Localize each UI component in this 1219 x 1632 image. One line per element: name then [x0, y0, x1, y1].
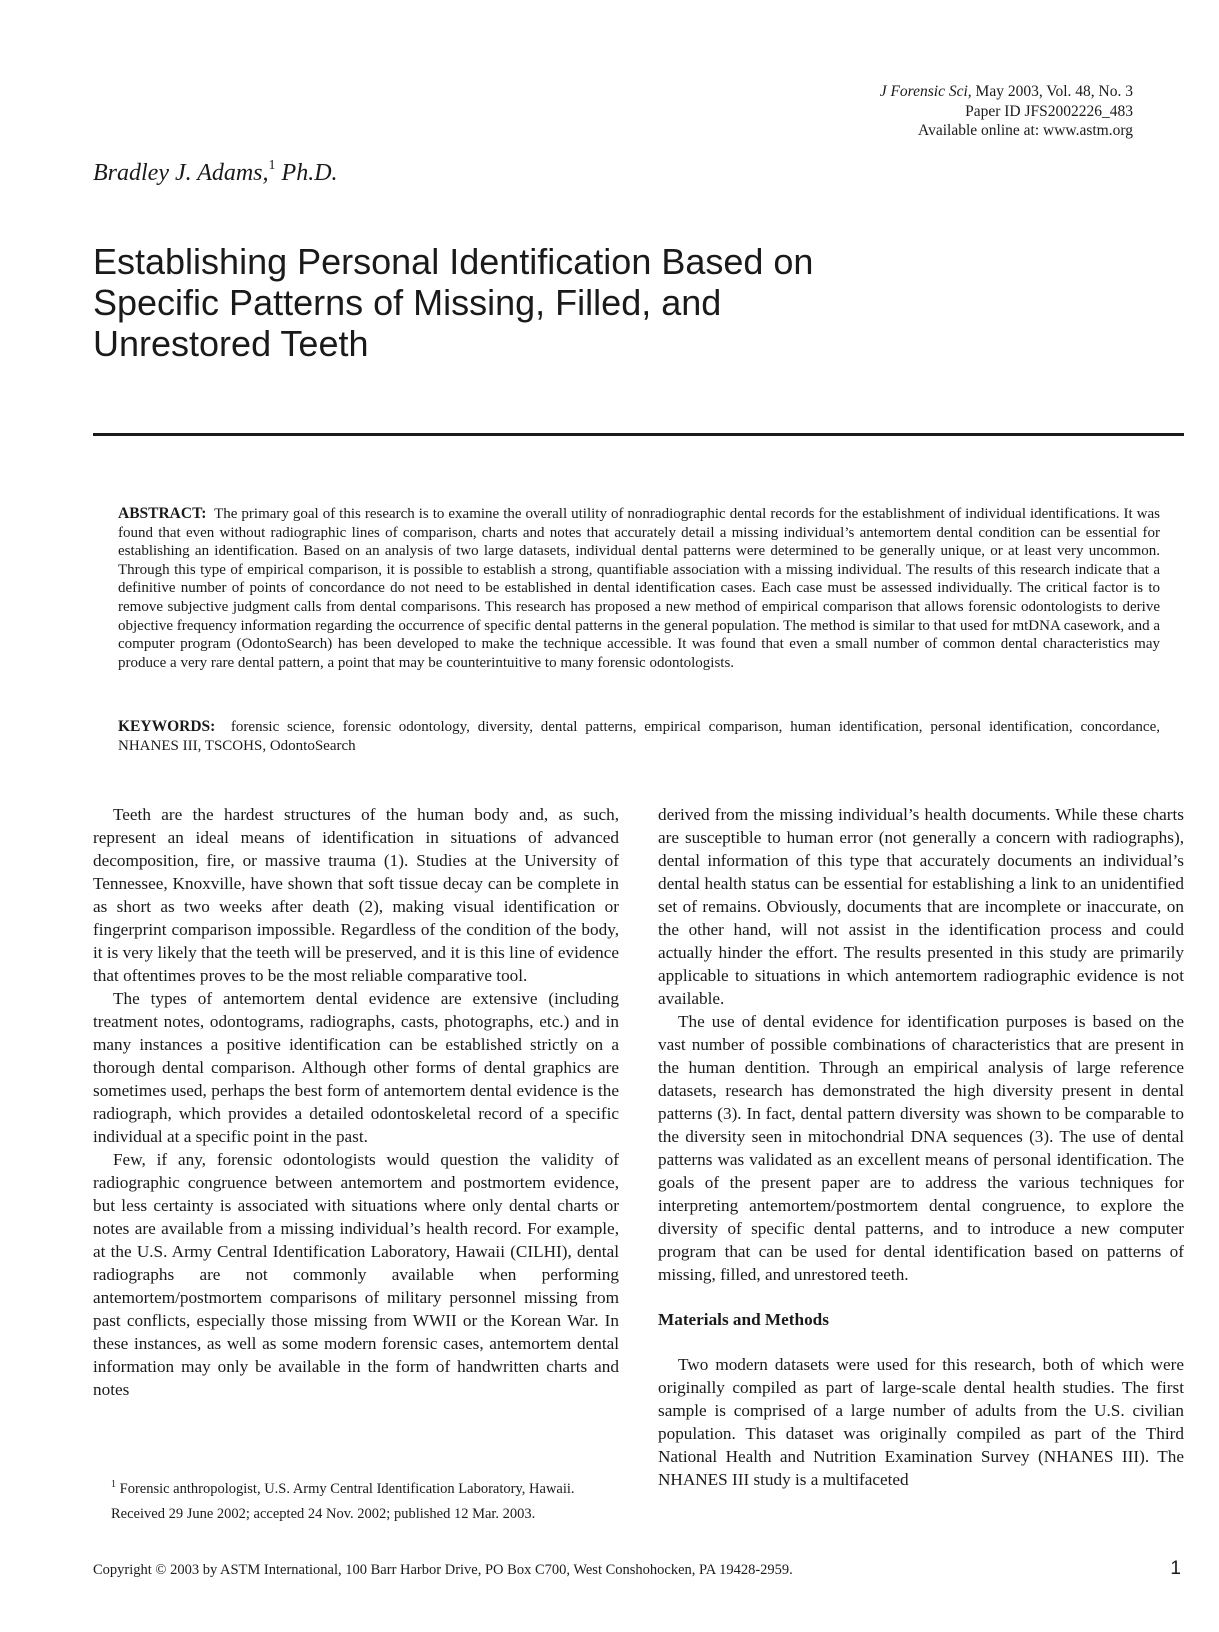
abstract	[118, 505, 1160, 672]
journal-citation-line	[880, 82, 1133, 102]
abstract-text: The primary goal of this research is to examine the overall utility of nonradiographic dental records for the establishment of individual identifications. It was found that even without radiographic lines of comparison, charts and notes that accurately detail a missing individual’s antemortem dental condition can be essential for establishing an identification. Based on an analysis of two large datasets, individual dental patterns were determined to be generally unique, or at least very uncommon. Through this type of empirical comparison, it is possible to establish a strong, quantifiable association with a missing individual. The results of this research indicate that a definitive number of points of concordance do not need to be established in dental identification cases. Each case must be assessed individually. The critical factor is to remove subjective judgment calls from dental comparisons. This research has proposed a new method of empirical comparison that allows forensic odontologists to derive objective frequency information regarding the occurrence of specific dental patterns in the general population. The method is similar to that used for mtDNA casework, and a computer program (OdontoSearch) has been developed to make the technique accessible. It was found that even a small number of common dental characteristics may produce a very rare dental pattern, a point that may be counterintuitive to many forensic odontologists.	[118, 506, 1160, 671]
body-column-left	[93, 803, 619, 1401]
author-degree: Ph.D.	[281, 160, 338, 186]
abstract-label: ABSTRACT:	[118, 505, 207, 522]
journal-issue: May 2003, Vol. 48, No. 3	[975, 83, 1133, 100]
journal-name: J Forensic Sci,	[879, 83, 972, 100]
footnotes	[93, 1475, 619, 1524]
copyright-notice: Copyright © 2003 by ASTM International, 100 Barr Harbor Drive, PO Box C700, West Conshohocken, PA 19428-2959.	[93, 1562, 793, 1578]
footnote-text: Forensic anthropologist, U.S. Army Central Identification Laboratory, Hawaii.	[119, 1480, 575, 1497]
journal-masthead	[880, 82, 1133, 141]
author-affiliation-footnote	[93, 1475, 619, 1499]
keywords	[118, 718, 1160, 755]
author-name: Bradley J. Adams,	[93, 160, 269, 186]
body-paragraph-continuation: derived from the missing individual’s health documents. While these charts are susceptible to human error (not generally a concern with radiographs), dental information of this type that accurately documents an individual’s dental health status can be essential for establishing a link to an unidentified set of remains. Obviously, documents that are incomplete or inaccurate, on the other hand, will not assist in the identification process and could actually hinder the effort. The results presented in this study are primarily applicable to situations in which antemortem radiographic evidence is not available.	[658, 805, 1184, 1008]
keywords-text: forensic science, forensic odontology, diversity, dental patterns, empirical comparison, human identification, personal identification, concordance, NHANES III, TSCOHS, OdontoSearch	[118, 719, 1161, 754]
body-paragraph: The types of antemortem dental evidence are extensive (including treatment notes, odontograms, radiographs, casts, photographs, etc.) and in many instances a positive identification can be established strictly on a thorough dental comparison. Although other forms of dental graphics are sometimes used, perhaps the best form of antemortem dental evidence is the radiograph, which provides a detailed odontoskeletal record of a specific individual at a specific point in the past.	[93, 989, 619, 1146]
keywords-label: KEYWORDS:	[118, 718, 216, 735]
author-line	[93, 160, 338, 187]
body-paragraph: Teeth are the hardest structures of the human body and, as such, represent an ideal means of identification in situations of advanced decomposition, fire, or massive trauma (1). Studies at the University of Tennessee, Knoxville, have shown that soft tissue decay can be complete in as short as two weeks after death (2), making visual identification or fingerprint comparison impossible. Regardless of the condition of the body, it is very likely that the teeth will be preserved, and it is this line of evidence that oftentimes proves to be the most reliable comparative tool.	[93, 805, 619, 985]
paper-id: Paper ID JFS2002226_483	[965, 102, 1133, 120]
paper-title: Establishing Personal Identification Based on Specific Patterns of Missing, Filled, and Unrestored Teeth	[93, 241, 814, 364]
body-paragraph: The use of dental evidence for identification purposes is based on the vast number of possible combinations of characteristics that are present in the human dentition. Through an empirical analysis of large reference datasets, research has demonstrated the high diversity present in dental patterns (3). In fact, dental pattern diversity was shown to be comparable to the diversity seen in mitochondrial DNA sequences (3). The use of dental patterns was validated as an excellent means of personal identification. The goals of the present paper are to address the various techniques for interpreting antemortem/postmortem dental congruence, to explore the diversity of specific dental patterns, and to introduce a new computer program that can be used for dental identification based on patterns of missing, filled, and unrestored teeth.	[658, 1012, 1184, 1284]
availability-note: Available online at: www.astm.org	[918, 122, 1133, 139]
footnote-mark: 1	[111, 1479, 116, 1490]
author-footnote-mark: 1	[268, 158, 276, 173]
received-dates: Received 29 June 2002; accepted 24 Nov. 2002; published 12 Mar. 2003.	[111, 1505, 536, 1522]
body-paragraph: Few, if any, forensic odontologists would question the validity of radiographic congruence between antemortem and postmortem evidence, but less certainty is associated with situations where only dental charts or notes are available from a missing individual’s health record. For example, at the U.S. Army Central Identification Laboratory, Hawaii (CILHI), dental radiographs are not commonly available when performing antemortem/postmortem comparisons of military personnel missing from past conflicts, especially those missing from WWII or the Korean War. In these instances, as well as some modern forensic cases, antemortem dental information may only be available in the form of handwritten charts and notes	[93, 1150, 619, 1399]
body-column-right	[658, 803, 1184, 1491]
body-paragraph: Two modern datasets were used for this research, both of which were originally compiled as part of large-scale dental health studies. The first sample is comprised of a large number of adults from the U.S. civilian population. This dataset was originally compiled as part of the Third National Health and Nutrition Examination Survey (NHANES III). The NHANES III study is a multifaceted	[658, 1355, 1184, 1489]
page-number: 1	[1170, 1558, 1181, 1579]
title-divider	[93, 433, 1184, 436]
section-heading: Materials and Methods	[658, 1310, 829, 1329]
